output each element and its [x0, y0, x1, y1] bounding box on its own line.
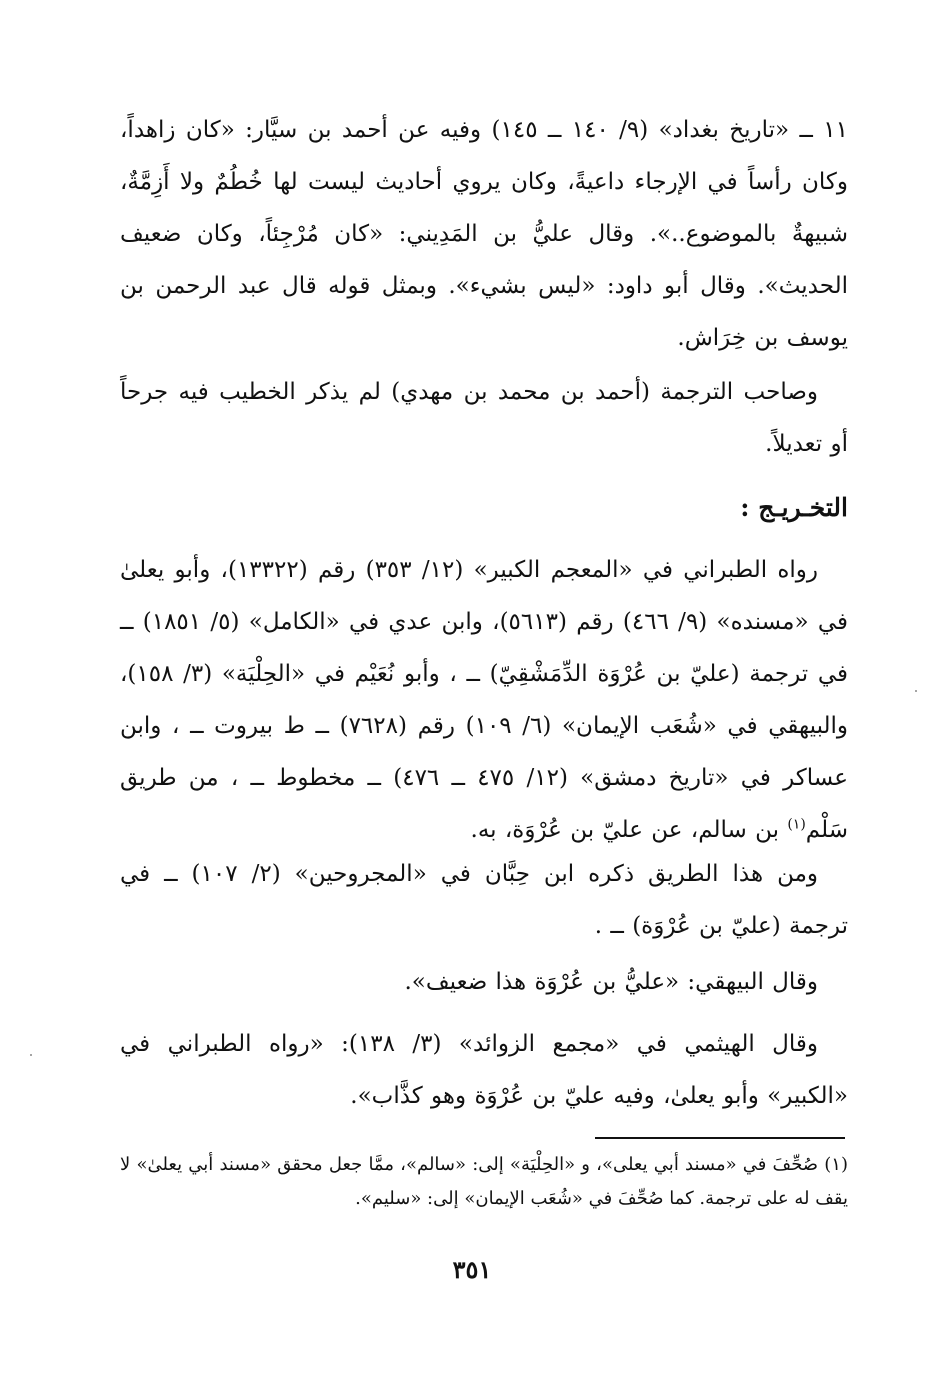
footnote-reference: (١)	[787, 816, 806, 833]
scan-speck	[30, 1054, 32, 1056]
page-number: ٣٥١	[452, 1255, 492, 1284]
takhrij-sources-end: بن سالم، عن عليّ بن عُرْوَة، به.	[470, 817, 788, 843]
footnote-separator	[595, 1137, 845, 1139]
takhrij-sources-text: رواه الطبراني في «المعجم الكبير» (١٢/ ٣٥٣) رقم (١٣٣٢٢)، وأبو يعلىٰ في «مسنده» (٩/ ٤٦٦) رقم (٥٦١٣)، وابن عدي في «الكامل» (٥/ ١٨٥١) ــ في ترجمة (عليّ بن عُرْوَة الدِّمَشْقِيّ) ــ ، وأبو نُعَيْم في «الحِلْيَة» (٣/ ١٥٨)، والبيهقي في «شُعَب الإيمان» (٦/ ١٠٩) رقم (٧٦٢٨) ــ ط بيروت ــ ، وابن عساكر في «تاريخ دمشق» (١٢/ ٤٧٥ ــ ٤٧٦) ــ مخطوط ــ ، من طريق سَلْم	[120, 557, 849, 843]
section-heading-takhrij: التخـريـج :	[740, 493, 848, 522]
paragraph-tarikh-baghdad: ١١ ــ «تاريخ بغداد» (٩/ ١٤٠ ــ ١٤٥) وفيه عن أحمد بن سيَّار: «كان زاهداً، وكان رأساً في الإرجاء داعيةً، وكان يروي أحاديث ليست لها خُطُمٌ ولا أَزِمَّةٌ، شبيهةٌ بالموضوع..». وقال عليُّ بن المَدِيني: «كان مُرْجِئاً، وكان ضعيف الحديث». وقال أبو داود: «ليس بشيء». وبمثل قوله قال عبد الرحمن بن يوسف بن خِرَاش.	[120, 117, 848, 351]
paragraph-takhrij-sources	[120, 544, 848, 856]
paragraph-haythami: وقال الهيثمي في «مجمع الزوائد» (٣/ ١٣٨): «رواه الطبراني في «الكبير» وأبو يعلىٰ، وفيه عليّ بن عُرْوَة وهو كذَّاب».	[120, 1031, 848, 1109]
footnote-text: (١) صُحِّفَ في «مسند أبي يعلى»، و «الحِلْيَة» إلى: «سالم»، ممَّا جعل محقق «مسند أبي يعلىٰ» لا يقف له على ترجمة. كما صُحِّفَ في «شُعَب الإيمان» إلى: «سليم».	[120, 1154, 848, 1209]
paragraph-translation-note: وصاحب الترجمة (أحمد بن محمد بن مهدي) لم يذكر الخطيب فيه جرحاً أو تعديلاً.	[120, 379, 848, 457]
paragraph-bayhaqi: وقال البيهقي: «عليُّ بن عُرْوَة هذا ضعيف».	[404, 969, 818, 995]
scan-speck	[915, 690, 917, 692]
paragraph-ibn-hibban: ومن هذا الطريق ذكره ابن حِبَّان في «المجروحين» (٢/ ١٠٧) ــ في ترجمة (عليّ بن عُرْوَة) ــ .	[120, 861, 848, 939]
